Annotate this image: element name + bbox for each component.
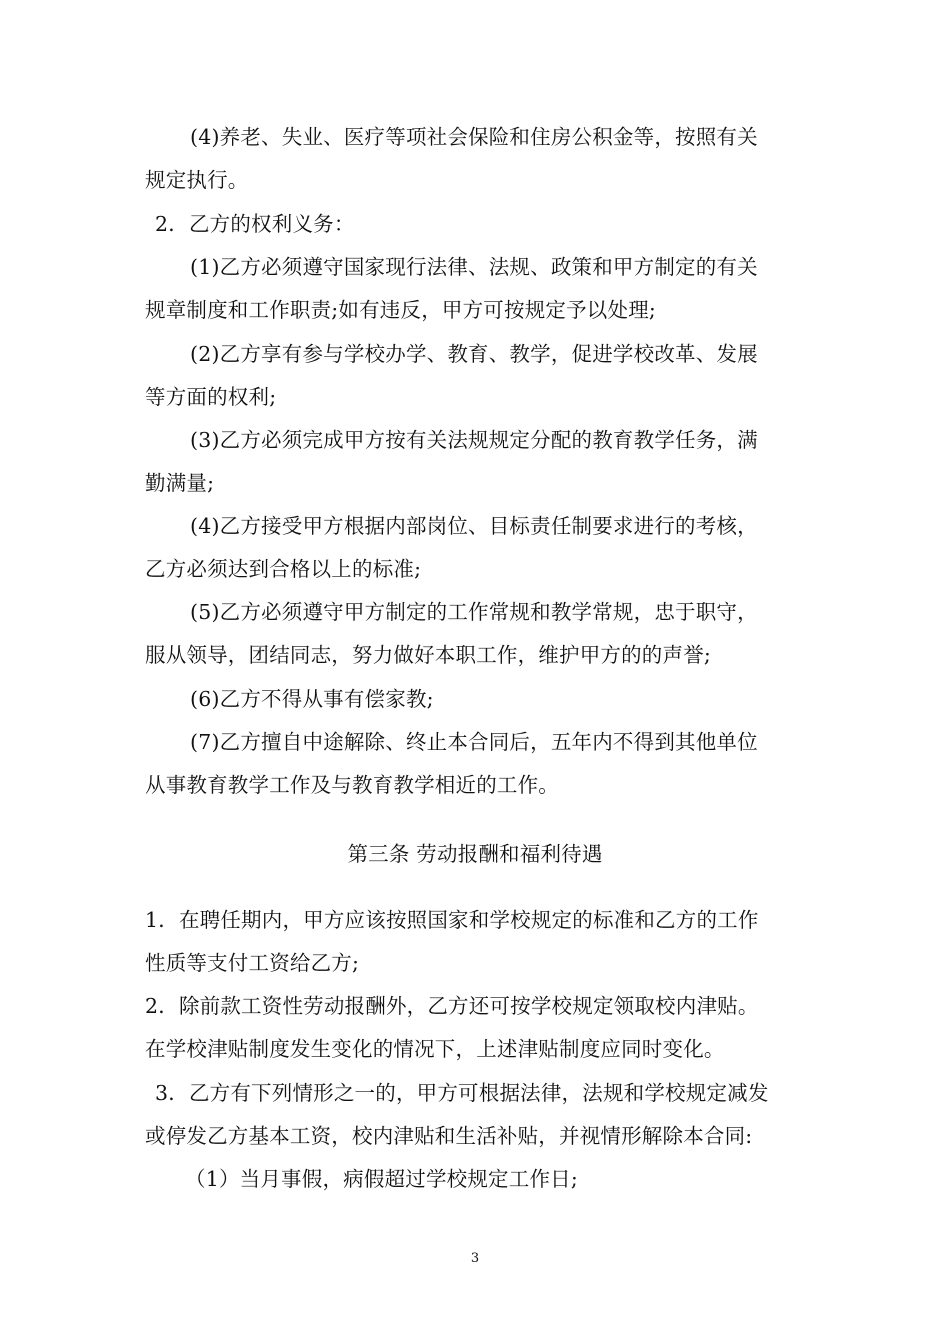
clause-2-2-1-line-2: 规章制度和工作职责;如有违反，甲方可按规定予以处理; <box>145 298 657 322</box>
page-number: 3 <box>470 1251 480 1266</box>
clause-3-2-line-2: 在学校津贴制度发生变化的情况下，上述津贴制度应同时变化。 <box>145 1037 725 1061</box>
clause-2-2-4-line-1: (4)乙方接受甲方根据内部岗位、目标责任制要求进行的考核， <box>190 514 758 538</box>
clause-2-2-5-line-1: (5)乙方必须遵守甲方制定的工作常规和教学常规，忠于职守， <box>190 600 758 624</box>
clause-2-2-2-line-1: (2)乙方享有参与学校办学、教育、教学，促进学校改革、发展 <box>190 342 758 366</box>
clause-3-3-line-2: 或停发乙方基本工资，校内津贴和生活补贴，并视情形解除本合同: <box>145 1124 753 1148</box>
clause-2-2-7-line-2: 从事教育教学工作及与教育教学相近的工作。 <box>145 773 559 797</box>
clause-2-2-5-line-2: 服从领导，团结同志，努力做好本职工作，维护甲方的的声誉; <box>145 643 712 667</box>
clause-2-2-2-line-2: 等方面的权利; <box>145 385 277 409</box>
clause-2-1-4-line-1: (4)养老、失业、医疗等项社会保险和住房公积金等，按照有关 <box>190 125 758 149</box>
clause-3-1-line-2: 性质等支付工资给乙方; <box>145 951 360 975</box>
clause-2-2-6-line-1: (6)乙方不得从事有偿家教; <box>190 687 434 711</box>
clause-2-2-1-line-1: (1)乙方必须遵守国家现行法律、法规、政策和甲方制定的有关 <box>190 255 758 279</box>
article-3-heading: 第三条 劳动报酬和福利待遇 <box>347 842 603 866</box>
clause-2-2-4-line-2: 乙方必须达到合格以上的标准; <box>145 557 422 581</box>
clause-2-2-heading: 2．乙方的权利义务： <box>155 212 355 236</box>
clause-3-3-line-1: 3．乙方有下列情形之一的，甲方可根据法律，法规和学校规定减发 <box>155 1081 769 1105</box>
clause-2-2-3-line-2: 勤满量; <box>145 471 215 495</box>
clause-3-2-line-1: 2．除前款工资性劳动报酬外，乙方还可按学校规定领取校内津贴。 <box>145 994 759 1018</box>
clause-2-1-4-line-2: 规定执行。 <box>145 168 249 192</box>
clause-3-1-line-1: 1．在聘任期内，甲方应该按照国家和学校规定的标准和乙方的工作 <box>145 908 759 932</box>
clause-3-3-1-line-1: （1）当月事假，病假超过学校规定工作日; <box>185 1167 578 1191</box>
clause-2-2-3-line-1: (3)乙方必须完成甲方按有关法规规定分配的教育教学任务，满 <box>190 428 758 452</box>
clause-2-2-7-line-1: (7)乙方擅自中途解除、终止本合同后，五年内不得到其他单位 <box>190 730 758 754</box>
